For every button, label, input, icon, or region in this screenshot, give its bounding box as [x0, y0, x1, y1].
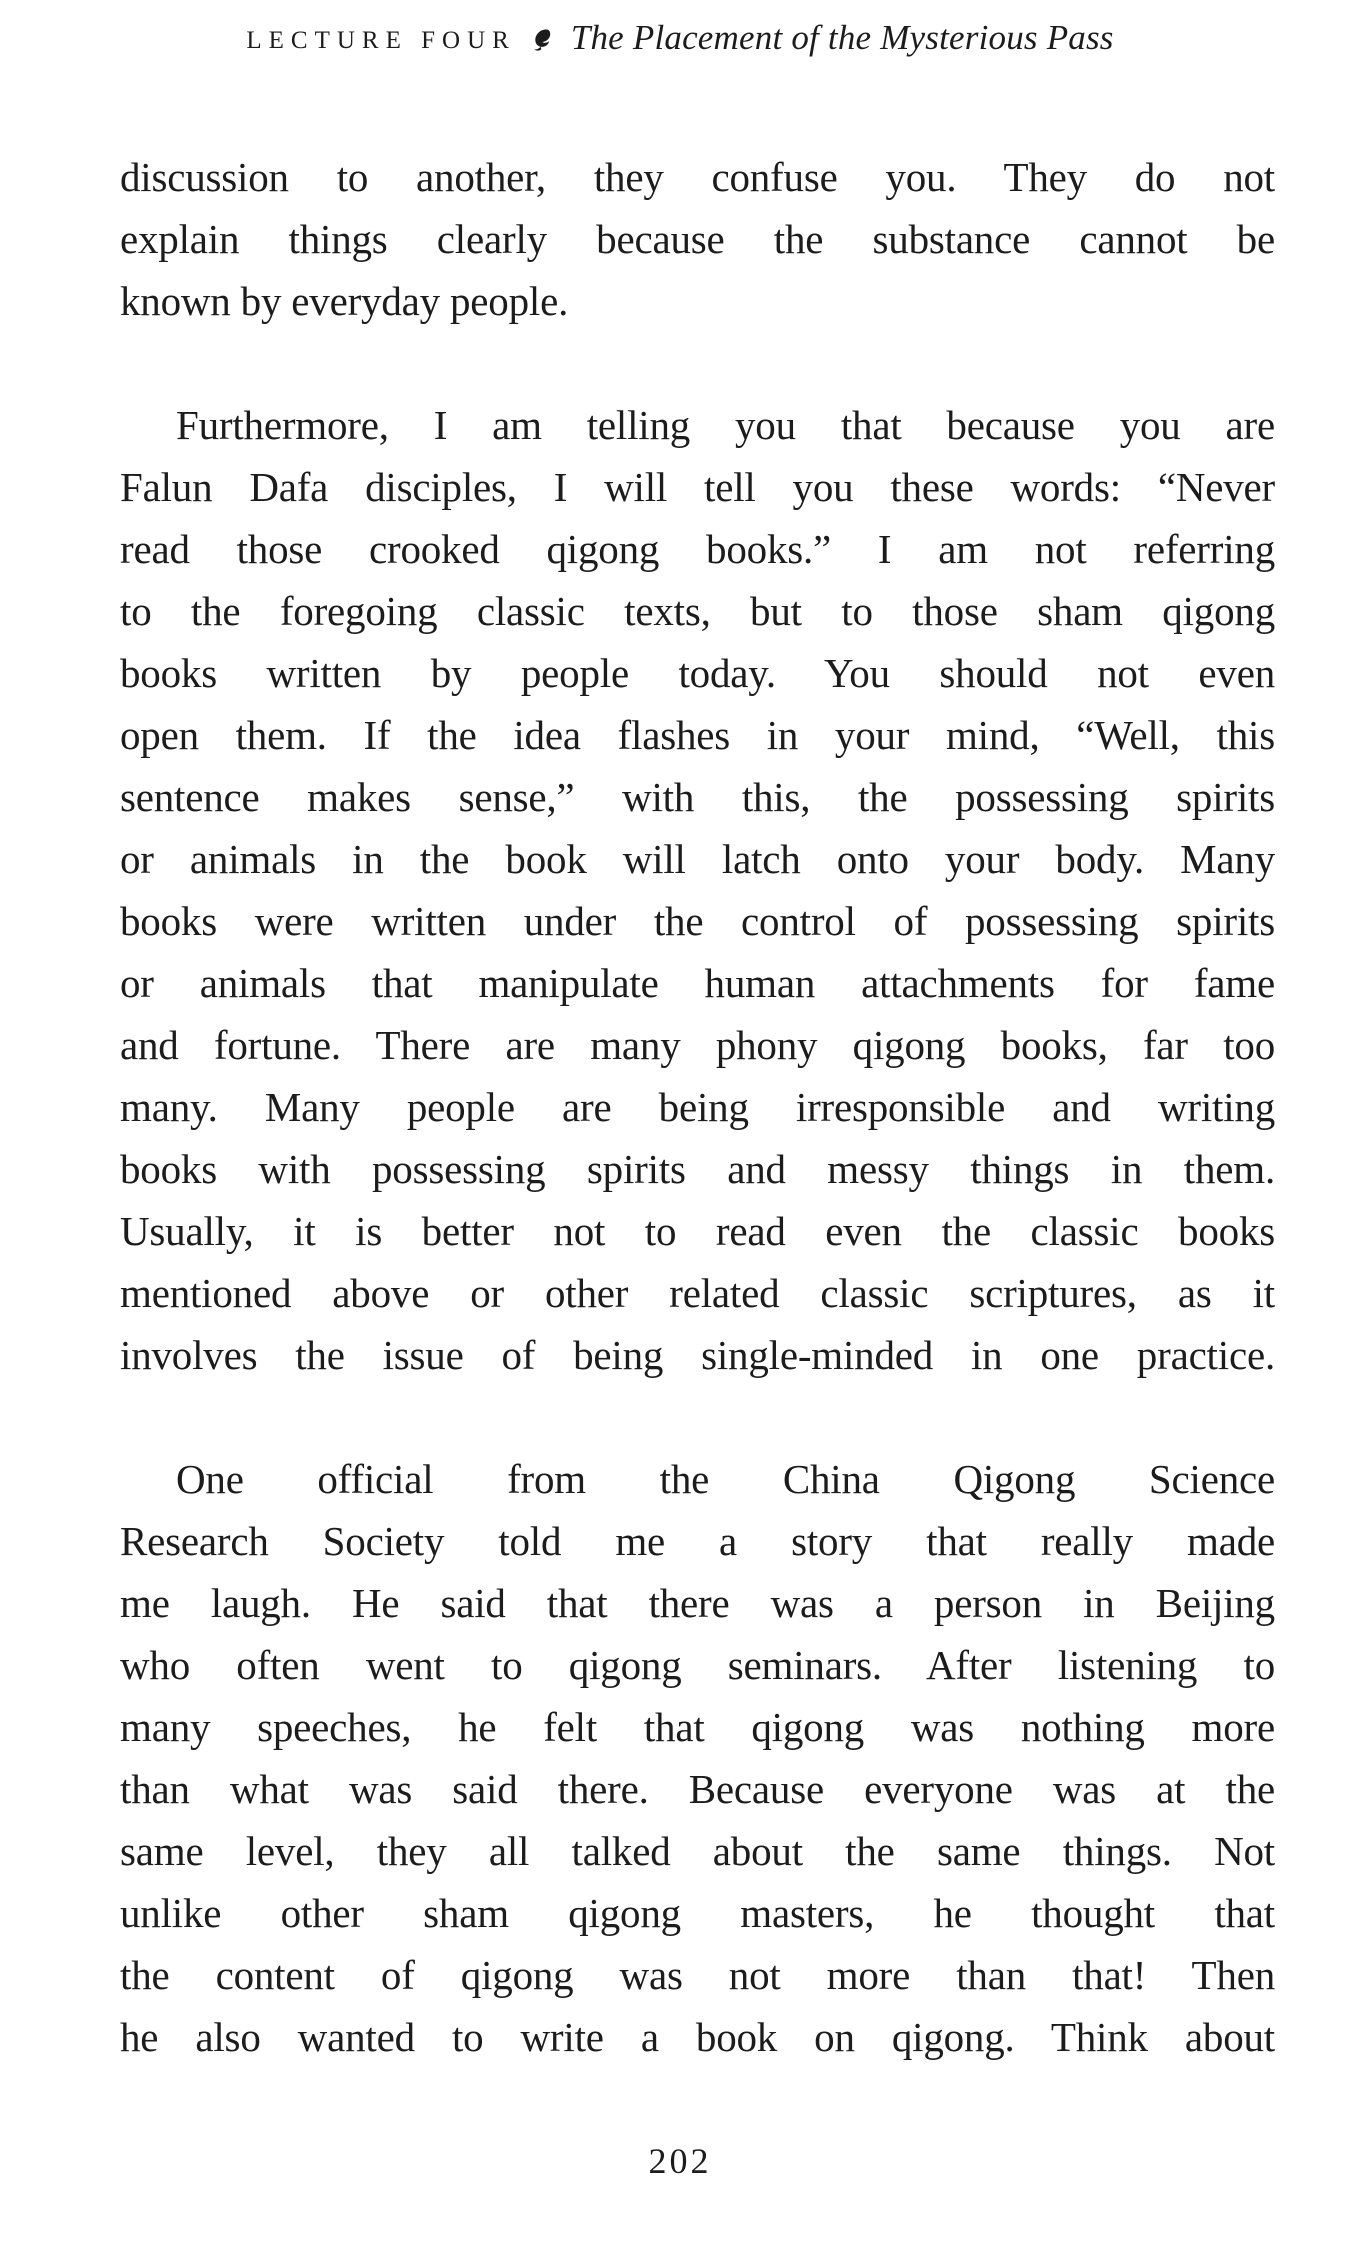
text-line: One official from the China Qigong Science — [176, 1456, 1275, 1502]
text-line: discussion to another, they confuse you. They do not — [120, 154, 1275, 200]
text-line: known by everyday people. — [120, 278, 569, 324]
text-line: same level, they all talked about the same things. Not — [120, 1828, 1275, 1874]
text-line: me laugh. He said that there was a person in Beijing — [120, 1580, 1275, 1626]
page-number: 202 — [648, 2141, 712, 2181]
text-line: unlike other sham qigong masters, he thought that — [120, 1890, 1275, 1936]
text-line: the content of qigong was not more than that! Then — [120, 1952, 1275, 1998]
leaf-fleuron-icon — [530, 27, 557, 54]
text-line: who often went to qigong seminars. After listening to — [120, 1642, 1275, 1688]
text-line: involves the issue of being single-minded in one practice. — [120, 1332, 1275, 1378]
text-line: to the foregoing classic texts, but to those sham qigong — [120, 588, 1275, 634]
paragraph — [120, 146, 1275, 332]
text-line: he also wanted to write a book on qigong. Think about — [120, 2014, 1275, 2060]
running-header — [0, 18, 1360, 58]
text-line: and fortune. There are many phony qigong books, far too — [120, 1022, 1275, 1068]
text-line: than what was said there. Because everyone was at the — [120, 1766, 1275, 1812]
text-line: books with possessing spirits and messy things in them. — [120, 1146, 1275, 1192]
text-line: or animals that manipulate human attachments for fame — [120, 960, 1275, 1006]
text-line: Falun Dafa disciples, I will tell you these words: “Never — [120, 464, 1275, 510]
text-line: many speeches, he felt that qigong was nothing more — [120, 1704, 1275, 1750]
text-line: many. Many people are being irresponsible and writing — [120, 1084, 1275, 1130]
text-line: sentence makes sense,” with this, the possessing spirits — [120, 774, 1275, 820]
text-line: open them. If the idea flashes in your mind, “Well, this — [120, 712, 1275, 758]
text-line: read those crooked qigong books.” I am not referring — [120, 526, 1275, 572]
text-line: mentioned above or other related classic scriptures, as it — [120, 1270, 1275, 1316]
text-line: explain things clearly because the substance cannot be — [120, 216, 1275, 262]
chapter-title: The Placement of the Mysterious Pass — [570, 18, 1114, 57]
body-text — [120, 146, 1275, 2068]
paragraph — [120, 394, 1275, 1386]
text-line: Research Society told me a story that really made — [120, 1518, 1275, 1564]
lecture-label: LECTURE FOUR — [246, 27, 516, 54]
paragraph — [120, 1448, 1275, 2068]
text-line: or animals in the book will latch onto your body. Many — [120, 836, 1275, 882]
text-line: books were written under the control of possessing spirits — [120, 898, 1275, 944]
text-line: Furthermore, I am telling you that because you are — [176, 402, 1275, 448]
text-line: books written by people today. You should not even — [120, 650, 1275, 696]
text-line: Usually, it is better not to read even the classic books — [120, 1208, 1275, 1254]
